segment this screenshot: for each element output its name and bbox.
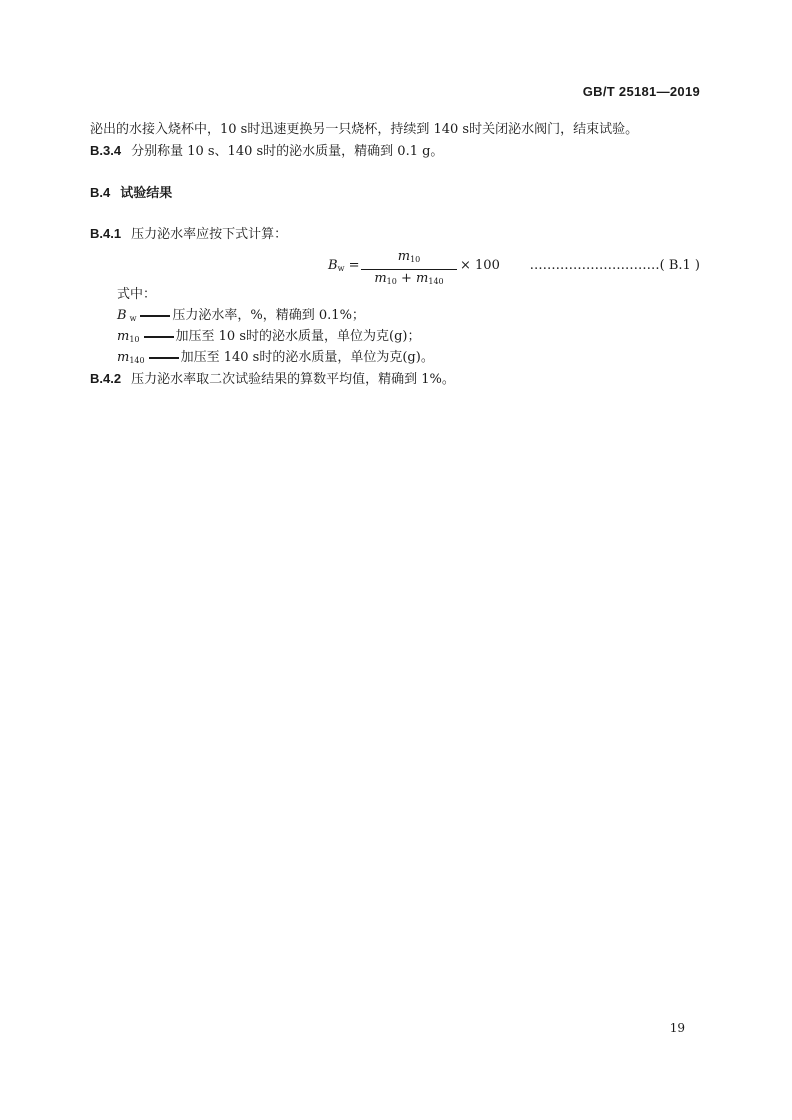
standard-code: GB/T 25181—2019 xyxy=(582,84,700,99)
clause-number: B.4.1 xyxy=(90,226,122,241)
definition-item: $m_{10}$ 加压至 10 s时的泌水质量，单位为克(g)； xyxy=(117,329,421,344)
clause-b334 xyxy=(90,142,443,161)
paragraph-text: 泌出的水接入烧杯中，10 s时迅速更换另一只烧杯，持续到 140 s时关闭泌水阀门，结束试验。 xyxy=(90,122,639,137)
paragraph-continuation xyxy=(90,121,638,139)
clause-text: 压力泌水率取二次试验结果的算数平均值，精确到 1%。 xyxy=(131,372,455,387)
where-label: 式中： xyxy=(117,287,157,302)
clause-b441 xyxy=(90,225,287,244)
clause-text: 分别称量 10 s、140 s时的泌水质量，精确到 0.1 g。 xyxy=(131,144,444,159)
definition-text: 加压至 140 s时的泌水质量，单位为克(g)。 xyxy=(180,350,434,365)
definition-dash xyxy=(140,315,170,317)
page-number: 19 xyxy=(669,1021,685,1035)
clause-text: 压力泌水率应按下式计算： xyxy=(131,227,288,242)
formula-denominator: $m_{10} + m_{140}$ xyxy=(374,271,444,286)
fraction-bar xyxy=(361,269,457,270)
section-number: B.4 xyxy=(90,185,111,200)
formula-multiplier: × 100 xyxy=(460,258,500,273)
formula-fraction xyxy=(361,250,457,289)
definition-text: 加压至 10 s时的泌水质量，单位为克(g)； xyxy=(175,329,421,344)
formula-numerator: $m_{10}$ xyxy=(397,249,421,264)
definition-item: B $_w$ 压力泌水率，%，精确到 0.1%； xyxy=(117,308,365,323)
section-title: 试验结果 xyxy=(120,185,173,200)
definition-item: $m_{140}$ 加压至 140 s时的泌水质量，单位为克(g)。 xyxy=(117,350,434,365)
section-heading-b4 xyxy=(90,184,172,203)
definition-dash xyxy=(144,336,174,338)
definition-dash xyxy=(149,357,179,359)
equation-tag: …………………………( B.1 ) xyxy=(529,258,700,273)
clause-b442 xyxy=(90,370,455,389)
formula-lhs: $B_w$ = xyxy=(328,258,360,273)
clause-number: B.3.4 xyxy=(90,143,122,158)
definition-text: 压力泌水率，%，精确到 0.1%； xyxy=(172,308,365,323)
clause-number: B.4.2 xyxy=(90,371,122,386)
